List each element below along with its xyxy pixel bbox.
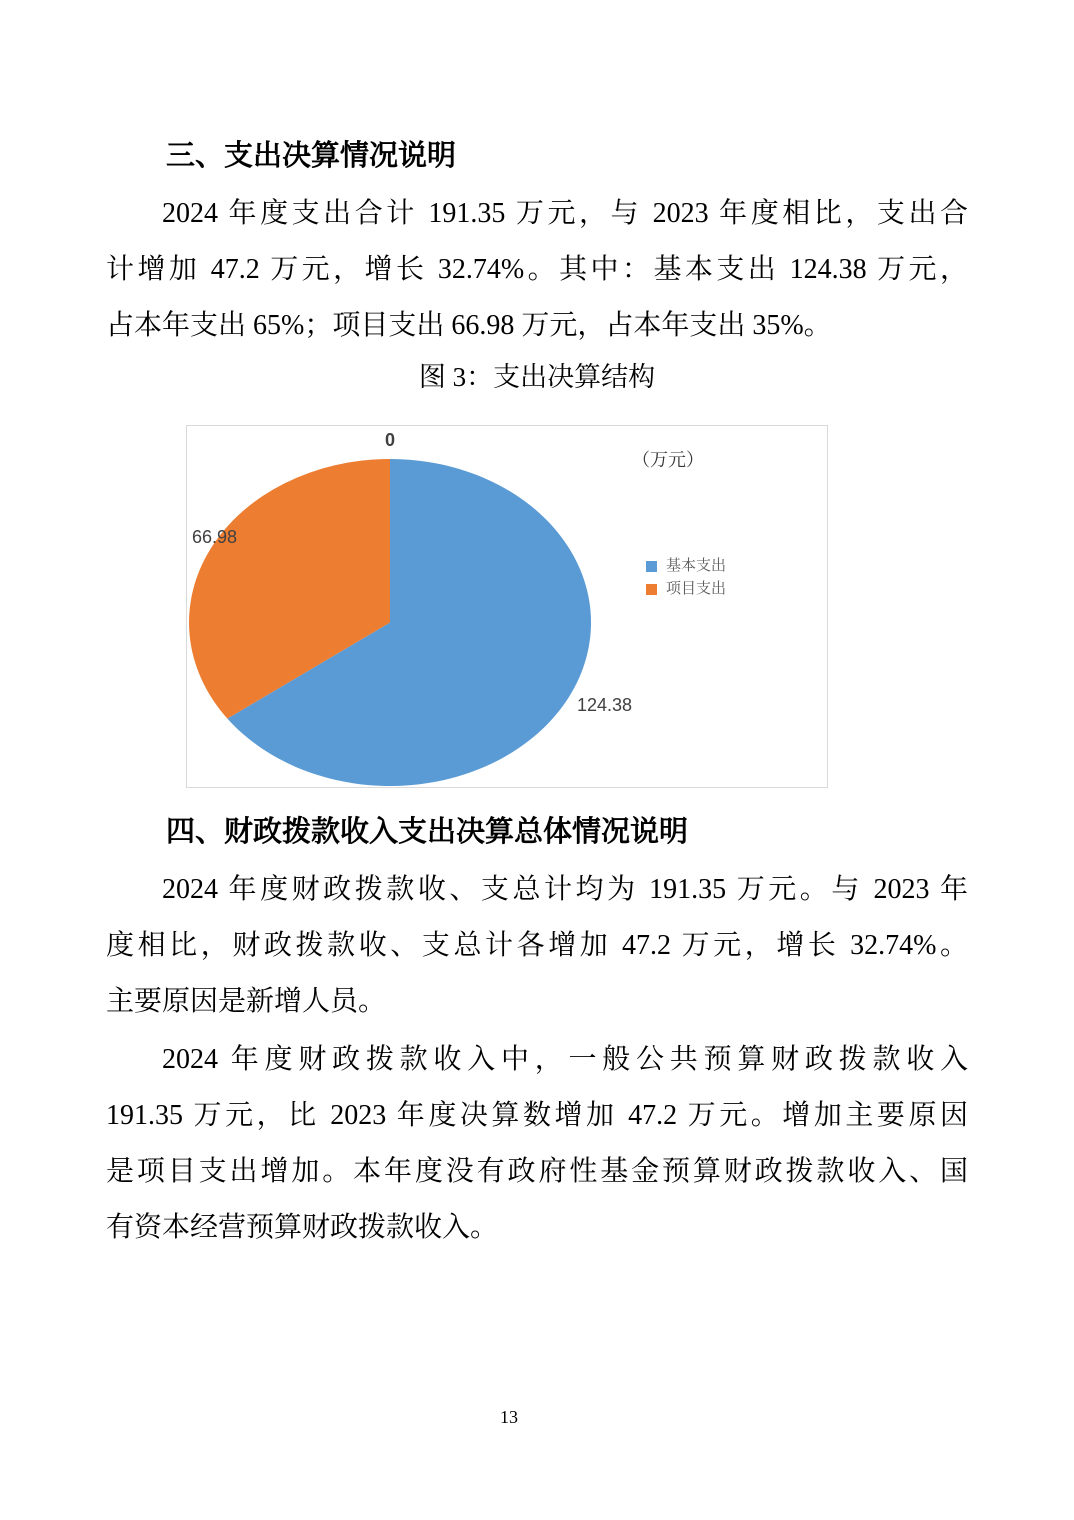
legend-item-basic [646, 555, 726, 578]
section3-paragraph [106, 186, 968, 354]
paragraph-line: 是项目支出增加。本年度没有政府性基金预算财政拨款收入、国 [106, 1156, 968, 1187]
paragraph-line: 计增加 47.2 万元，增长 32.74%。其中：基本支出 124.38 万元， [106, 254, 968, 285]
page-number: 13 [500, 1407, 518, 1427]
paragraph-line: 度相比，财政拨款收、支总计各增加 47.2 万元，增长 32.74%。 [106, 930, 968, 961]
section4-heading: 四、财政拨款收入支出决算总体情况说明 [166, 816, 689, 848]
unit-label: （万元） [632, 450, 704, 470]
pie-chart-svg [187, 426, 829, 789]
section3-heading: 三、支出决算情况说明 [166, 140, 457, 172]
legend-item-project [646, 578, 726, 601]
paragraph-line: 有资本经营预算财政拨款收入。 [106, 1212, 499, 1243]
legend-label-basic: 基本支出 [666, 558, 727, 574]
chart-legend [646, 555, 726, 601]
data-label-project: 66.98 [192, 527, 238, 547]
paragraph-line: 主要原因是新增人员。 [106, 986, 387, 1017]
data-label-zero: 0 [384, 430, 395, 450]
paragraph-line: 占本年支出 65%；项目支出 66.98 万元，占本年支出 35%。 [106, 310, 832, 341]
section4-paragraph1 [106, 862, 968, 1030]
paragraph-line: 2024 年度支出合计 191.35 万元，与 2023 年度相比，支出合 [162, 198, 968, 229]
section4-paragraph2 [106, 1032, 968, 1256]
data-label-basic: 124.38 [577, 695, 633, 715]
legend-label-project: 项目支出 [666, 581, 727, 597]
pie-chart [186, 425, 828, 788]
figure-caption: 图 3：支出决算结构 [418, 362, 656, 392]
legend-swatch-basic [646, 561, 657, 572]
paragraph-line: 2024 年度财政拨款收、支总计均为 191.35 万元。与 2023 年 [162, 874, 968, 905]
paragraph-line: 2024 年度财政拨款收入中，一般公共预算财政拨款收入 [162, 1044, 968, 1075]
paragraph-line: 191.35 万元，比 2023 年度决算数增加 47.2 万元。增加主要原因 [106, 1100, 968, 1131]
legend-swatch-project [646, 584, 657, 595]
